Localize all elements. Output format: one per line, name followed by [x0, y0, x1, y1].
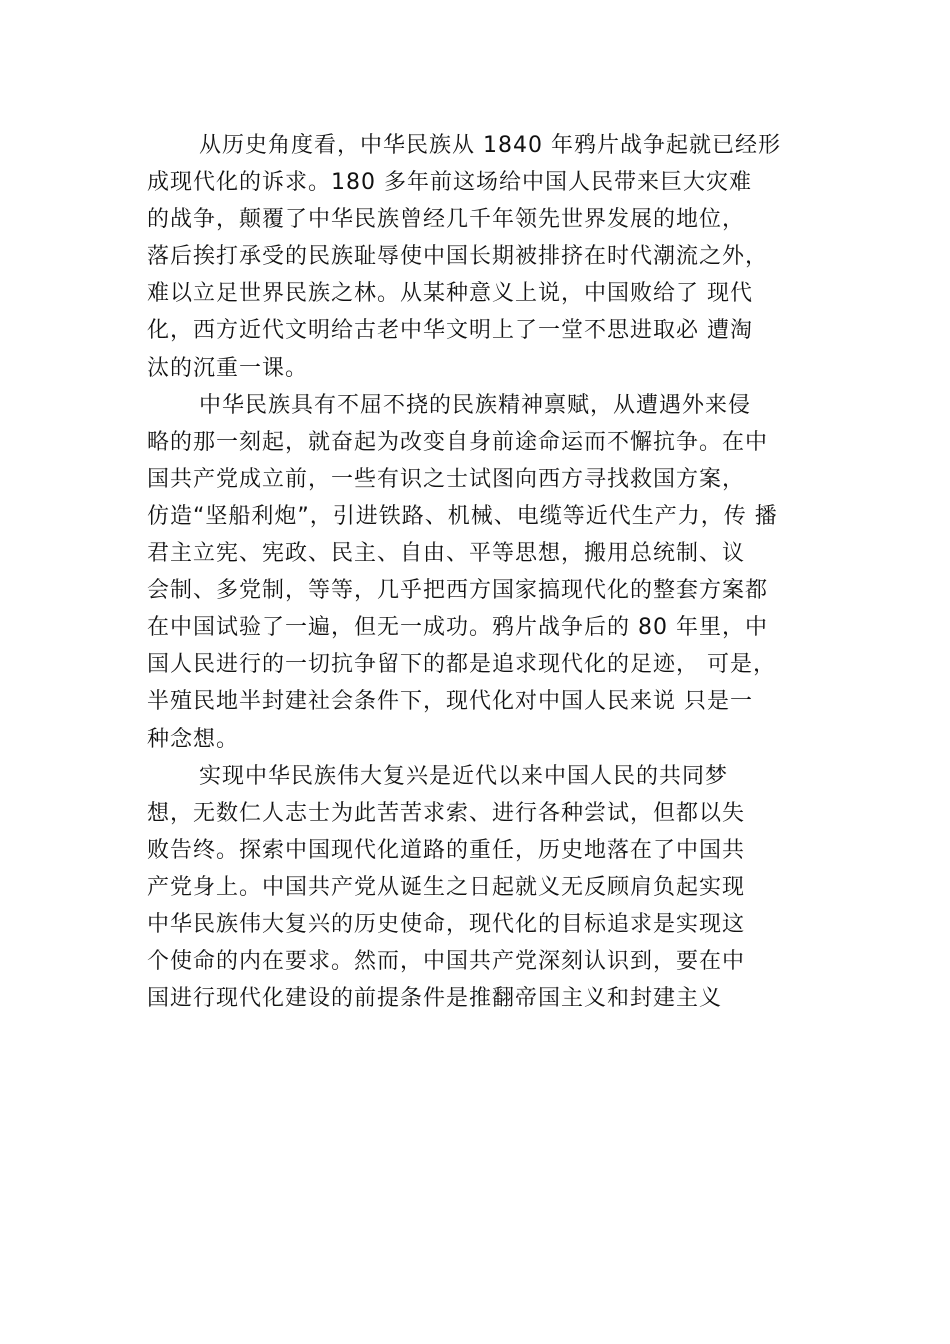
text-line: 产党身上。中国共产党从诞生之日起就义无反顾肩负起实现 — [147, 874, 746, 900]
text-line: 在中国试验了一遍，但无一成功。鸦片战争后的 80 年里，中 — [147, 615, 768, 641]
text-line: 略的那一刻起，就奋起为改变自身前途命运而不懈抗争。在中 — [147, 429, 769, 455]
text-line: 的战争，颠覆了中华民族曾经几千年领先世界发展的地位， — [147, 207, 746, 233]
text-line: 国共产党成立前，一些有识之士试图向西方寻找救国方案， — [147, 466, 746, 492]
text-line: 种念想。 — [147, 726, 240, 752]
text-line: 成现代化的诉求。180 多年前这场给中国人民带来巨大灾难 — [147, 170, 752, 196]
text-line: 国进行现代化建设的前提条件是推翻帝国主义和封建主义 — [147, 986, 723, 1012]
text-line: 落后挨打承受的民族耻辱使中国长期被排挤在时代潮流之外， — [147, 244, 769, 270]
text-line: 败告终。探索中国现代化道路的重任，历史地落在了中国共 — [147, 837, 746, 863]
text-line: 汰的沉重一课。 — [147, 355, 309, 381]
text-line: 中华民族伟大复兴的历史使命，现代化的目标追求是实现这 — [147, 911, 746, 937]
text-line: 从历史角度看，中华民族从 1840 年鸦片战争起就已经形 — [199, 133, 781, 158]
text-line: 化，西方近代文明给古老中华文明上了一堂不思进取必 遭淘 — [147, 318, 753, 344]
text-line: 会制、多党制，等等，几乎把西方国家搞现代化的整套方案都 — [147, 578, 769, 604]
text-line: 个使命的内在要求。然而，中国共产党深刻认识到，要在中 — [147, 949, 746, 975]
paragraph-1 — [147, 127, 847, 387]
text-line: 难以立足世界民族之林。从某种意义上说，中国败给了 现代 — [147, 281, 753, 307]
text-line: 国人民进行的一切抗争留下的都是追求现代化的足迹， 可是， — [147, 652, 776, 678]
text-line: 半殖民地半封建社会条件下，现代化对中国人民来说 只是一 — [147, 689, 753, 715]
text-line: 仿造“坚船利炮”，引进铁路、机械、电缆等近代生产力，传 播 — [147, 503, 778, 529]
paragraph-2 — [147, 387, 847, 758]
text-line: 实现中华民族伟大复兴是近代以来中国人民的共同梦 — [199, 763, 729, 789]
text-line: 想，无数仁人志士为此苦苦求索、进行各种尝试，但都以失 — [147, 800, 746, 826]
document-body — [147, 127, 847, 1017]
text-line: 中华民族具有不屈不挠的民族精神禀赋，从遭遇外来侵 — [199, 392, 752, 418]
paragraph-3 — [147, 758, 847, 1018]
text-line: 君主立宪、宪政、民主、自由、平等思想，搬用总统制、议 — [147, 541, 746, 567]
